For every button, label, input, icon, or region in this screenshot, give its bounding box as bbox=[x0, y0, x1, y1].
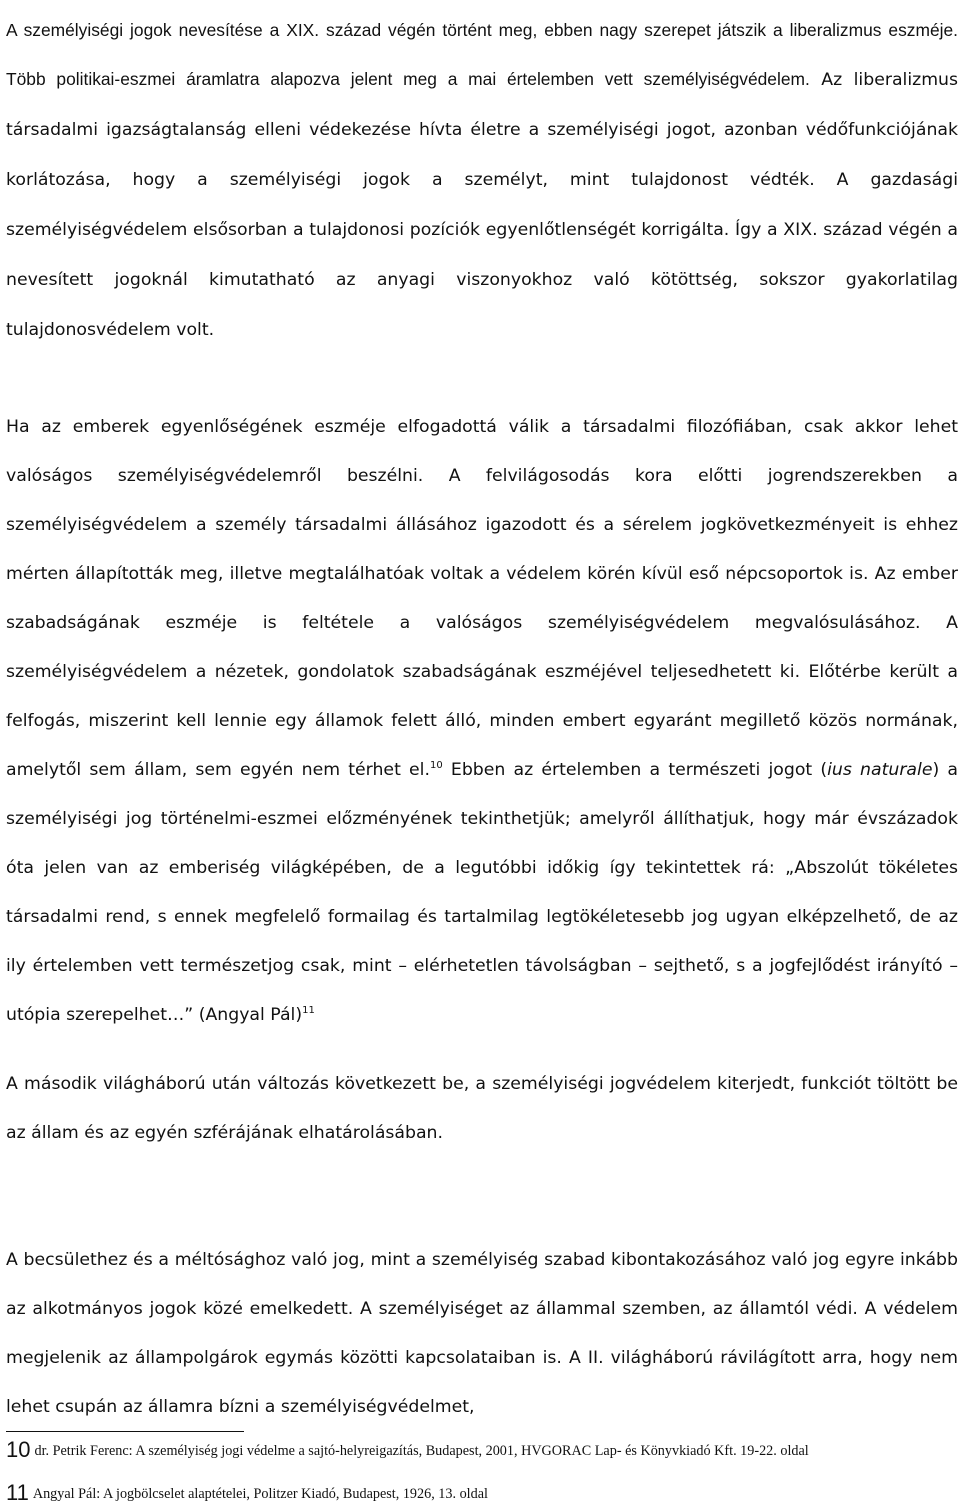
footnote-text: Angyal Pál: A jogbölcselet alaptételei, Politzer Kiadó, Budapest, 1926, 13. oldal bbox=[32, 1486, 488, 1502]
paragraph-equality-text: Ha az emberek egyenlőségének eszméje elfogadottá válik a társadalmi filozófiában, csak akkor lehet valóságos személyiségvédelemről beszélni. A felvilágosodás kora előtti jogrendszerekben a személyiségvédelem a személy társadalmi állásához igazodott és a sérelem jogkövetkezményeit is ehhez mérten állapították meg, illetve megtalálhatóak voltak a védelem körén kívül eső népcsoportok is. Az ember szabadságának eszméje is feltétele a valóságos személyiségvédelem megvalósulásához. A személyiségvédelem a nézetek, gondolatok szabadságának eszméjével teljesedhetett ki. Előtérbe került a felfogás, miszerint kell lennie egy államok felett álló, minden embert egyaránt megillető közös normának, amelytől sem állam, sem egyén nem térhet el. bbox=[6, 417, 958, 780]
paragraph-post-war: A második világháború után változás következett be, a személyiségi jogvédelem kiterjedt, funkciót töltött be az állam és az egyén szférájának elhatárolásában. bbox=[6, 1074, 958, 1143]
footnote-ref-11[interactable]: 11 bbox=[302, 1005, 315, 1017]
paragraph-equality-end: ) a személyiségi jog történelmi-eszmei előzményének tekinthetjük; amelyről állíthatjuk, hogy már évszázadok óta jelen van az emberiség világképében, de a legutóbbi időkig így tekintettek rá: bbox=[6, 760, 958, 878]
footnote-number: 11 bbox=[6, 1480, 29, 1505]
footnote-10 bbox=[6, 1437, 958, 1463]
footnote-ref-10[interactable]: 10 bbox=[429, 760, 443, 772]
footnote-11 bbox=[6, 1480, 958, 1506]
paragraph-liberalism-body: Az liberalizmus társadalmi igazságtalanság elleni védekezése hívta életre a személyiségi jogot, azonban védőfunkciójának korlátozása, hogy a személyiségi jogok a személyt, mint tulajdonost védték. A gazdasági személyiségvédelem elsősorban a tulajdonosi pozíciók egyenlőtlenségét korrigálta. Így a XIX. század végén a nevesített jogoknál kimutatható az anyagi viszonyokhoz való kötöttség, sokszor gyakorlatilag tulajdonosvédelem volt. bbox=[6, 70, 958, 340]
block-quote: „Abszolút tökéletes társadalmi rend, s ennek megfelelő formailag és tartalmilag legtökéletesebb jog ugyan elképzelhető, de az ily értelemben vett természetjog csak, mint – elérhetetlen távolságban – sejthető, s a jogfejlődést irányító – utópia szerepelhet…” (Angyal Pál) bbox=[6, 858, 958, 1025]
paragraph-liberalism-intro: A személyiségi jogok nevesítése a XIX. század végén történt meg, ebben nagy szerepet játszik a liberalizmus eszméje. Több politikai-eszmei áramlatra alapozva jelent meg a mai értelemben vett személyiségvédelem. bbox=[6, 20, 958, 89]
footnote-text: dr. Petrik Ferenc: A személyiség jogi védelme a sajtó-helyreigazítás, Budapest, 2001, HVGORAC Lap- és Könyvkiadó Kft. 19-22. oldal bbox=[34, 1443, 809, 1459]
paragraph-equality-continued: Ebben az értelemben a természeti jogot ( bbox=[442, 760, 828, 780]
footnote-number: 10 bbox=[6, 1437, 31, 1462]
paragraph-dignity: A becsülethez és a méltósághoz való jog, mint a személyiség szabad kibontakozásához való jog egyre inkább az alkotmányos jogok közé emelkedett. A személyiséget az állammal szemben, az államtól védi. A védelem megjelenik az állampolgárok egymás közötti kapcsolataiban is. A II. világháború rávilágított arra, hogy nem lehet csupán az államra bízni a személyiségvédelmet, bbox=[6, 1250, 958, 1417]
paragraph-liberalism bbox=[6, 6, 958, 355]
paragraph-equality bbox=[6, 403, 958, 1040]
footnote-divider bbox=[6, 1431, 244, 1432]
latin-term: ius naturale bbox=[827, 760, 933, 780]
